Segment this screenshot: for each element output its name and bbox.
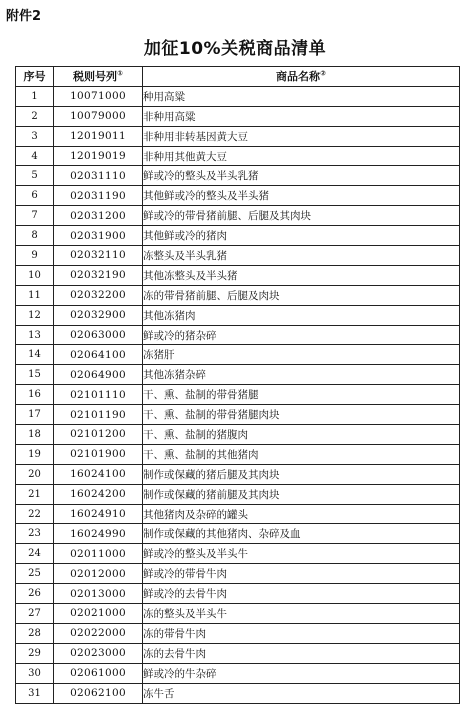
cell-product-name: 鲜或冷的整头及半头牛 xyxy=(143,544,460,564)
cell-tariff-code: 16024990 xyxy=(54,524,143,544)
footnote-marker: ② xyxy=(320,69,326,78)
cell-product-name: 制作或保藏的猪前腿及其肉块 xyxy=(143,484,460,504)
cell-product-name: 冻的带骨猪前腿、后腿及肉块 xyxy=(143,285,460,305)
cell-tariff-code: 02101190 xyxy=(54,405,143,425)
table-row xyxy=(16,405,460,425)
cell-serial-number: 12 xyxy=(16,305,54,325)
table-row xyxy=(16,166,460,186)
cell-product-name: 其他猪肉及杂碎的罐头 xyxy=(143,504,460,524)
cell-serial-number: 21 xyxy=(16,484,54,504)
cell-serial-number: 15 xyxy=(16,365,54,385)
cell-product-name: 制作或保藏的其他猪肉、杂碎及血 xyxy=(143,524,460,544)
goods-table xyxy=(15,66,460,704)
cell-product-name: 鲜或冷的带骨猪前腿、后腿及其肉块 xyxy=(143,206,460,226)
cell-serial-number: 9 xyxy=(16,246,54,266)
table-row xyxy=(16,305,460,325)
cell-tariff-code: 02031110 xyxy=(54,166,143,186)
cell-tariff-code: 12019019 xyxy=(54,146,143,166)
cell-product-name: 其他冻猪杂碎 xyxy=(143,365,460,385)
cell-product-name: 其他鲜或冷的整头及半头猪 xyxy=(143,186,460,206)
cell-serial-number: 6 xyxy=(16,186,54,206)
cell-product-name: 干、熏、盐制的猪腹肉 xyxy=(143,425,460,445)
cell-product-name: 制作或保藏的猪后腿及其肉块 xyxy=(143,464,460,484)
cell-tariff-code: 02021000 xyxy=(54,604,143,624)
table-row xyxy=(16,265,460,285)
cell-product-name: 干、熏、盐制的其他猪肉 xyxy=(143,444,460,464)
table-row xyxy=(16,226,460,246)
table-row xyxy=(16,86,460,106)
cell-serial-number: 17 xyxy=(16,405,54,425)
cell-serial-number: 16 xyxy=(16,385,54,405)
table-row xyxy=(16,524,460,544)
header-tariff-code: 税则号列① xyxy=(54,67,143,87)
cell-serial-number: 30 xyxy=(16,663,54,683)
cell-product-name: 干、熏、盐制的带骨猪腿 xyxy=(143,385,460,405)
cell-product-name: 冻整头及半头乳猪 xyxy=(143,246,460,266)
cell-tariff-code: 02031200 xyxy=(54,206,143,226)
cell-tariff-code: 02031190 xyxy=(54,186,143,206)
cell-tariff-code: 02032900 xyxy=(54,305,143,325)
cell-tariff-code: 02032200 xyxy=(54,285,143,305)
cell-product-name: 冻的去骨牛肉 xyxy=(143,643,460,663)
cell-product-name: 非种用高粱 xyxy=(143,106,460,126)
cell-product-name: 种用高粱 xyxy=(143,86,460,106)
cell-serial-number: 22 xyxy=(16,504,54,524)
footnote-marker: ① xyxy=(117,69,123,78)
table-row xyxy=(16,126,460,146)
cell-product-name: 冻的整头及半头牛 xyxy=(143,604,460,624)
cell-serial-number: 19 xyxy=(16,444,54,464)
table-row xyxy=(16,106,460,126)
cell-product-name: 冻牛舌 xyxy=(143,683,460,703)
cell-serial-number: 1 xyxy=(16,86,54,106)
cell-tariff-code: 10071000 xyxy=(54,86,143,106)
cell-serial-number: 25 xyxy=(16,564,54,584)
cell-product-name: 非种用其他黄大豆 xyxy=(143,146,460,166)
cell-tariff-code: 02022000 xyxy=(54,623,143,643)
cell-product-name: 鲜或冷的牛杂碎 xyxy=(143,663,460,683)
table-row xyxy=(16,643,460,663)
table-row xyxy=(16,285,460,305)
table-row xyxy=(16,206,460,226)
table-row xyxy=(16,325,460,345)
cell-serial-number: 3 xyxy=(16,126,54,146)
table-row xyxy=(16,484,460,504)
cell-tariff-code: 02012000 xyxy=(54,564,143,584)
cell-tariff-code: 02061000 xyxy=(54,663,143,683)
cell-serial-number: 27 xyxy=(16,604,54,624)
cell-product-name: 冻的带骨牛肉 xyxy=(143,623,460,643)
cell-tariff-code: 02031900 xyxy=(54,226,143,246)
attachment-label: 附件2 xyxy=(6,9,42,24)
table-header-row xyxy=(16,67,460,87)
header-product-name: 商品名称② xyxy=(143,67,460,87)
cell-product-name: 鲜或冷的去骨牛肉 xyxy=(143,584,460,604)
document-title: 加征10%关税商品清单 xyxy=(143,39,327,59)
table-row xyxy=(16,464,460,484)
table-row xyxy=(16,544,460,564)
cell-serial-number: 2 xyxy=(16,106,54,126)
cell-product-name: 其他冻整头及半头猪 xyxy=(143,265,460,285)
cell-serial-number: 10 xyxy=(16,265,54,285)
table-row xyxy=(16,425,460,445)
cell-product-name: 鲜或冷的猪杂碎 xyxy=(143,325,460,345)
cell-serial-number: 26 xyxy=(16,584,54,604)
cell-tariff-code: 02064900 xyxy=(54,365,143,385)
cell-product-name: 非种用非转基因黄大豆 xyxy=(143,126,460,146)
table-row xyxy=(16,146,460,166)
cell-tariff-code: 02101900 xyxy=(54,444,143,464)
table-row xyxy=(16,365,460,385)
cell-serial-number: 5 xyxy=(16,166,54,186)
cell-tariff-code: 02063000 xyxy=(54,325,143,345)
table-row xyxy=(16,663,460,683)
table-row xyxy=(16,444,460,464)
cell-tariff-code: 02013000 xyxy=(54,584,143,604)
cell-serial-number: 29 xyxy=(16,643,54,663)
cell-serial-number: 31 xyxy=(16,683,54,703)
cell-serial-number: 23 xyxy=(16,524,54,544)
table-row xyxy=(16,623,460,643)
cell-tariff-code: 02101200 xyxy=(54,425,143,445)
cell-tariff-code: 02101110 xyxy=(54,385,143,405)
cell-tariff-code: 16024100 xyxy=(54,464,143,484)
cell-serial-number: 8 xyxy=(16,226,54,246)
cell-tariff-code: 02062100 xyxy=(54,683,143,703)
cell-serial-number: 14 xyxy=(16,345,54,365)
cell-tariff-code: 02064100 xyxy=(54,345,143,365)
header-serial-number: 序号 xyxy=(16,67,54,87)
cell-serial-number: 24 xyxy=(16,544,54,564)
cell-product-name: 干、熏、盐制的带骨猪腿肉块 xyxy=(143,405,460,425)
table-row xyxy=(16,604,460,624)
table-row xyxy=(16,385,460,405)
cell-serial-number: 11 xyxy=(16,285,54,305)
cell-serial-number: 20 xyxy=(16,464,54,484)
cell-product-name: 其他鲜或冷的猪肉 xyxy=(143,226,460,246)
table-row xyxy=(16,246,460,266)
cell-tariff-code: 02011000 xyxy=(54,544,143,564)
cell-tariff-code: 02023000 xyxy=(54,643,143,663)
table-row xyxy=(16,504,460,524)
cell-product-name: 其他冻猪肉 xyxy=(143,305,460,325)
cell-serial-number: 18 xyxy=(16,425,54,445)
cell-product-name: 鲜或冷的带骨牛肉 xyxy=(143,564,460,584)
cell-serial-number: 28 xyxy=(16,623,54,643)
cell-serial-number: 13 xyxy=(16,325,54,345)
cell-tariff-code: 02032190 xyxy=(54,265,143,285)
cell-tariff-code: 12019011 xyxy=(54,126,143,146)
cell-tariff-code: 16024910 xyxy=(54,504,143,524)
cell-tariff-code: 02032110 xyxy=(54,246,143,266)
cell-product-name: 鲜或冷的整头及半头乳猪 xyxy=(143,166,460,186)
cell-serial-number: 4 xyxy=(16,146,54,166)
cell-tariff-code: 16024200 xyxy=(54,484,143,504)
table-row xyxy=(16,683,460,703)
table-row xyxy=(16,564,460,584)
table-row xyxy=(16,186,460,206)
cell-serial-number: 7 xyxy=(16,206,54,226)
cell-tariff-code: 10079000 xyxy=(54,106,143,126)
cell-product-name: 冻猪肝 xyxy=(143,345,460,365)
table-row xyxy=(16,345,460,365)
table-row xyxy=(16,584,460,604)
